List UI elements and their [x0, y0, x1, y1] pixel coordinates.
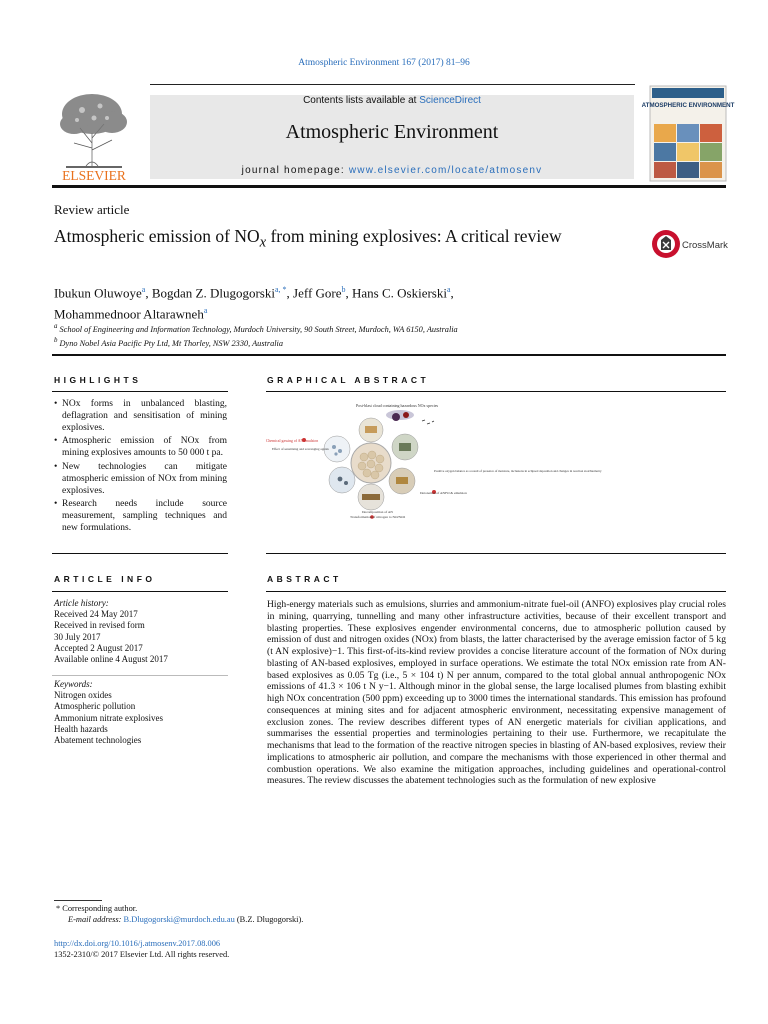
highlight-item: • Atmospheric emission of NOx from mining explosives amounts to 50 000 t pa.	[54, 436, 227, 460]
graphical-abstract-rule	[266, 391, 726, 392]
email-label: E-mail address:	[68, 915, 124, 924]
journal-cover-image	[641, 86, 735, 181]
svg-text:ATMOSPHERIC ENVIRONMENT: ATMOSPHERIC ENVIRONMENT	[641, 102, 735, 109]
author-name[interactable]: Bogdan Z. Dlugogorski	[151, 285, 275, 301]
author-affiliation-marker[interactable]: a, *	[274, 285, 287, 294]
email-line	[56, 914, 456, 925]
title-subscript: x	[259, 234, 267, 251]
keywords-label: Keywords:	[54, 679, 93, 689]
affiliation-text: School of Engineering and Information Technology, Murdoch University, 90 South Street, Murdoch, WA 6150, Australia	[59, 324, 458, 334]
author-separator: ,	[450, 285, 454, 301]
history-entry: Available online 4 August 2017	[54, 654, 168, 665]
highlight-item: • Research needs include source measurement, sampling techniques and new formulations.	[54, 499, 227, 534]
author-separator: ,	[286, 285, 294, 301]
journal-title[interactable]: Atmospheric Environment	[285, 121, 499, 143]
author-name[interactable]: Hans C. Oskierski	[352, 285, 447, 301]
elsevier-tree-icon	[52, 88, 136, 182]
graphical-abstract-bottom-rule	[266, 553, 726, 554]
journal-homepage	[150, 165, 634, 176]
svg-text:Transformation of nitrogen to: Transformation of nitrogen to NO/NO2	[350, 515, 406, 519]
highlights-bottom-rule	[52, 553, 228, 554]
title-part-b: from mining explosives: A critical review	[266, 226, 562, 246]
svg-text:CrossMark: CrossMark	[682, 240, 728, 251]
homepage-prefix: journal homepage:	[241, 165, 349, 176]
keyword-item: Atmospheric pollution	[54, 701, 136, 712]
highlights-rule	[52, 391, 228, 392]
graphical-abstract-image	[264, 397, 602, 527]
elsevier-logo[interactable]	[52, 88, 136, 182]
author-name[interactable]: Jeff Gore	[293, 285, 342, 301]
affiliation-marker: a	[54, 323, 58, 330]
keywords	[54, 679, 227, 746]
journal-cover[interactable]	[641, 86, 735, 181]
corresponding-author-note: * Corresponding author.	[56, 904, 138, 913]
journal-reference[interactable]: Atmospheric Environment 167 (2017) 81–96	[298, 58, 470, 68]
header-top-rule	[150, 84, 635, 85]
svg-text:Decomposition of AN: Decomposition of AN	[362, 510, 393, 514]
abstract-rule	[266, 591, 726, 592]
affiliation-line	[54, 335, 654, 349]
author-name[interactable]: Mohammednoor Altarawneh	[54, 306, 204, 322]
title-part-a: Atmospheric emission of NO	[54, 226, 260, 246]
author-list	[54, 281, 614, 324]
article-type: Review article	[54, 202, 130, 217]
svg-text:Detonation of ANFO & emulsion: Detonation of ANFO & emulsion	[420, 491, 467, 495]
contents-line	[150, 95, 634, 106]
svg-text:ELSEVIER: ELSEVIER	[62, 168, 126, 183]
author-affiliation-marker[interactable]: a	[141, 285, 146, 294]
history-entry: Accepted 2 August 2017	[54, 642, 143, 653]
svg-text:Post-blast cloud containing ha: Post-blast cloud containing hazardous NOx species	[356, 403, 439, 408]
homepage-link[interactable]: www.elsevier.com/locate/atmosenv	[348, 165, 543, 176]
svg-text:Chemical gassing of AN emulsio: Chemical gassing of AN emulsion	[266, 439, 319, 443]
highlight-item: • NOx forms in unbalanced blasting, deflagration and sensitisation of mining explosives.	[54, 399, 227, 434]
affiliation-marker: b	[54, 336, 58, 344]
author-affiliation-marker[interactable]: b	[341, 285, 346, 294]
copyright-notice: 1352-2310/© 2017 Elsevier Ltd. All rights reserved.	[54, 950, 230, 959]
crossmark-badge[interactable]	[651, 228, 731, 258]
highlight-item: • New technologies can mitigate atmospheric emission of NOx from mining explosives.	[54, 462, 227, 497]
author-affiliation-marker[interactable]: a	[446, 285, 451, 294]
history-entry: 30 July 2017	[54, 631, 101, 642]
abstract-body: High-energy materials such as emulsions, slurries and ammonium-nitrate fuel-oil (ANFO) explosives play crucial roles in mining, quarrying, tunnelling and many other infrastructure activities, because of their excellent transport and blasting properties. These explosives engender environmental concerns, due to atmospheric pollution caused by emission of dust and nitrogen oxides (NOx) from blasts, the latter characterised by the average emission factor of 5 kg (t AN explosive)−1. This first-of-its-kind review provides a concise literature account of the formation of NOx during blasting of AN-based explosives, employed in surface operations. We estimate the total NOx emission rate from AN-based explosives as 0.05 Tg (i.e., 5 × 104 t) N per annum, compared to the total global annual anthropogenic NOx emissions of 41.3 × 106 t N y−1. Although minor in the global sense, the large localised plumes from blasting exhibit high NOx concentration (500 ppm) exceeding up to 3000 times the international standards. This emission has profound consequences at mining sites and for adjacent atmospheric environment, necessitating expensive management of exclusion zones. The review describes different types of AN energetic materials for civilian applications, and summarises the essential properties and terminologies pertaining to their use. Furthermore, we recapitulate the mechanisms that lead to the formation of the reactive nitrogen species in blasting of AN-based explosives, review their implications to atmospheric air pollution, and compare the mechanisms with those experienced in other thermal and combustion operations. We also examine the mitigation approaches, including guidelines and operational-control measures. The review discusses the abatement technologies such as the formulation of new explosive	[267, 599, 726, 787]
keyword-item: Nitrogen oxides	[54, 690, 112, 701]
keyword-item: Abatement technologies	[54, 735, 142, 746]
keyword-item: Ammonium nitrate explosives	[54, 712, 163, 723]
title-block-rule	[52, 354, 726, 356]
article-info-rule	[52, 591, 228, 592]
svg-text:Effect of sensitising and scav: Effect of sensitising and scavenging agents	[272, 447, 329, 451]
graphical-abstract-heading: GRAPHICAL ABSTRACT	[267, 375, 430, 385]
keyword-item: Health hazards	[54, 723, 108, 734]
history-entry: Received in revised form	[54, 620, 145, 631]
highlights-list	[54, 399, 227, 537]
crossmark-icon	[651, 228, 731, 260]
header-thick-rule	[52, 185, 726, 188]
graphical-abstract-figure[interactable]	[264, 397, 602, 527]
history-divider	[52, 675, 228, 676]
affiliation-line	[54, 321, 654, 335]
footnote-rule	[54, 900, 102, 901]
affiliation-text: Dyno Nobel Asia Pacific Pty Ltd, Mt Thorley, NSW 2330, Australia	[59, 338, 283, 348]
affiliations	[54, 321, 654, 349]
author-separator: ,	[345, 285, 353, 301]
email-link[interactable]: B.Dlugogorski@murdoch.edu.au	[123, 915, 235, 924]
journal-banner	[150, 95, 634, 179]
history-entry: Received 24 May 2017	[54, 609, 138, 620]
article-info-heading: ARTICLE INFO	[54, 574, 156, 584]
email-suffix: (B.Z. Dlugogorski).	[234, 915, 304, 924]
svg-text:Positive oxygen balance as a r: Positive oxygen balance as a result of presence of moisture, inclusions in eclipsed deposition and changes in reaction stoichiometry	[434, 469, 602, 473]
highlights-heading: HIGHLIGHTS	[54, 375, 142, 385]
author-name[interactable]: Ibukun Oluwoye	[54, 285, 142, 301]
doi-link[interactable]: http://dx.doi.org/10.1016/j.atmosenv.2017.08.006	[54, 939, 221, 948]
author-separator: ,	[145, 285, 152, 301]
article-history	[54, 598, 227, 665]
sciencedirect-link[interactable]: ScienceDirect	[419, 95, 481, 106]
history-label: Article history:	[54, 598, 109, 608]
corresponding-footnote	[56, 903, 456, 925]
abstract-heading: ABSTRACT	[267, 574, 342, 584]
contents-prefix: Contents lists available at	[303, 95, 420, 106]
author-affiliation-marker[interactable]: a	[203, 306, 208, 316]
paper-title	[54, 225, 614, 254]
